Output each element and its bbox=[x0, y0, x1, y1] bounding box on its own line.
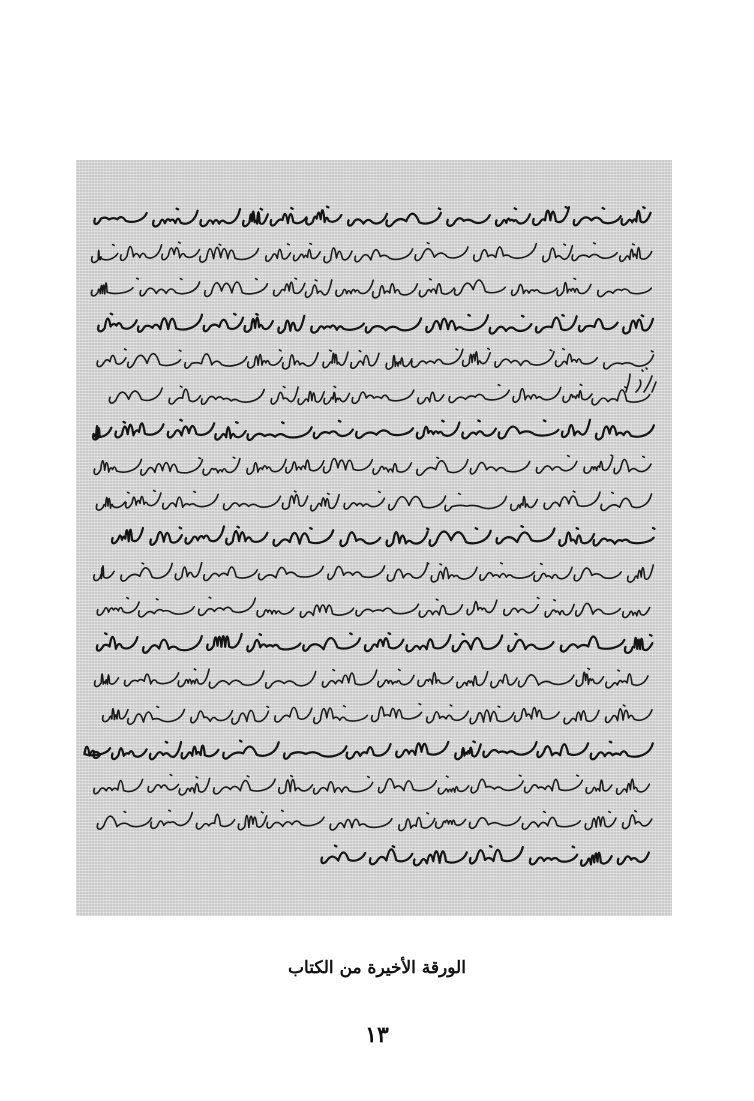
manuscript-line bbox=[96, 491, 651, 511]
manuscript-line bbox=[97, 810, 651, 830]
manuscript-line bbox=[93, 420, 654, 440]
manuscript-line bbox=[103, 704, 652, 725]
manuscript-line bbox=[94, 207, 650, 227]
manuscript-line bbox=[321, 846, 648, 866]
manuscript-line bbox=[92, 242, 652, 262]
manuscript-line bbox=[94, 775, 650, 795]
manuscript-line bbox=[97, 349, 653, 370]
manuscript-line bbox=[94, 455, 651, 475]
margin-note-handwriting bbox=[622, 362, 662, 402]
manuscript-image bbox=[76, 160, 672, 916]
manuscript-line bbox=[84, 741, 652, 760]
manuscript-line bbox=[109, 385, 649, 405]
page-number: ١٣ bbox=[365, 1022, 389, 1048]
manuscript-line bbox=[97, 633, 653, 653]
manuscript-line bbox=[98, 314, 653, 334]
manuscript-line bbox=[112, 526, 654, 546]
manuscript-handwriting bbox=[76, 160, 672, 916]
manuscript-line bbox=[97, 597, 649, 617]
margin-note bbox=[622, 362, 662, 402]
manuscript-line bbox=[94, 563, 653, 582]
manuscript-line bbox=[95, 668, 648, 688]
figure-caption: الورقة الأخيرة من الكتاب bbox=[288, 958, 466, 978]
manuscript-line bbox=[91, 278, 651, 298]
